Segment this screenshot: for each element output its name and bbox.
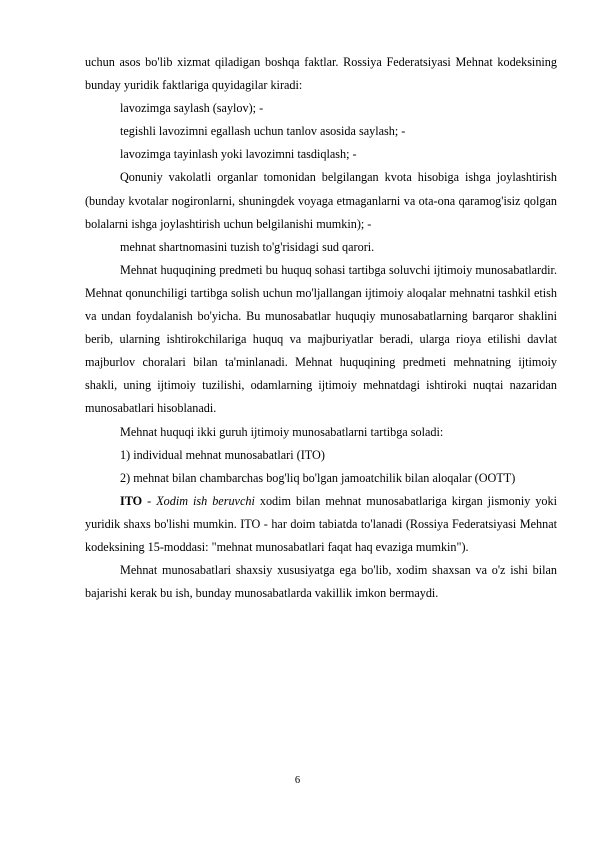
list-item-appointment: lavozimga tayinlash yoki lavozimni tasdiqlash; - xyxy=(120,147,357,162)
paragraph-subject: Mehnat huquqining predmeti bu huquq sohasi tartibga soluvchi ijtimoiy munosabatlardir. Mehnat qonunchiligi tartibga solish uchun mo'ljallangan ijtimoiy aloqalar mehnatni tashkil etish va undan foydalanish bo'yicha. Bu munosabatlar huquqiy munosabatlarning barqaror shaklini berib, ularning ishtirokchilariga huquq va majburiyatlar beradi, ularga rioya etilishi davlat majburlov choralari bilan ta'minlanadi. Mehnat huquqining predmeti mehnatning ijtimoiy shakli, uning ijtimoiy tuzilishi, odamlarning ijtimoiy mehnatdagi ishtiroki nuqtai nazaridan munosabatlari hisoblanadi. xyxy=(85,262,557,416)
list-item-election: lavozimga saylash (saylov); - xyxy=(120,101,264,116)
document-body xyxy=(85,51,557,605)
list-item-competition: tegishli lavozimni egallash uchun tanlov asosida saylash; - xyxy=(120,124,406,139)
ito-term: ITO xyxy=(120,493,143,508)
paragraph-ito-definition xyxy=(85,490,557,559)
group-item-oott: 2) mehnat bilan chambarchas bog'liq bo'lgan jamoatchilik bilan aloqalar (OOTT) xyxy=(120,470,516,485)
paragraph-two-groups: Mehnat huquqi ikki guruh ijtimoiy munosabatlarni tartibga soladi: xyxy=(120,424,444,439)
paragraph-intro: uchun asos bo'lib xizmat qiladigan boshqa faktlar. Rossiya Federatsiyasi Mehnat kodeksining bunday yuridik faktlariga quyidagilar kiradi: xyxy=(85,55,557,93)
ito-dash: - xyxy=(142,493,157,508)
group-item-ito: 1) individual mehnat munosabatlari (ITO) xyxy=(120,447,325,462)
list-item-court-decision: mehnat shartnomasini tuzish to'g'risidagi sud qarori. xyxy=(120,239,375,254)
list-item-quota: Qonuniy vakolatli organlar tomonidan belgilangan kvota hisobiga ishga joylashtirish (bunday kvotalar nogironlarni, shuningdek voyaga etmaganlarni va ota-ona qaramog'isiz qolgan bolalarni ishga joylashtirish uchun belgilanishi mumkin); - xyxy=(85,170,557,231)
ito-definition-text: xodim bilan mehnat munosabatlariga kirgan jismoniy yoki yuridik shaxs bo'lishi mumkin. ITO - har doim tabiatda to'lanadi (Rossiya Federatsiyasi Mehnat kodeksining 15-moddasi: "mehnat munosabatlari faqat haq evaziga mumkin"). xyxy=(85,493,557,554)
paragraph-personal-nature: Mehnat munosabatlari shaxsiy xususiyatga ega bo'lib, xodim shaxsan va o'z ishi bilan bajarishi kerak bu ish, bunday munosabatlarda vakillik imkon bermaydi. xyxy=(85,563,557,601)
page-number: 6 xyxy=(294,775,301,786)
ito-italic-phrase: Xodim ish beruvchi xyxy=(156,493,255,508)
